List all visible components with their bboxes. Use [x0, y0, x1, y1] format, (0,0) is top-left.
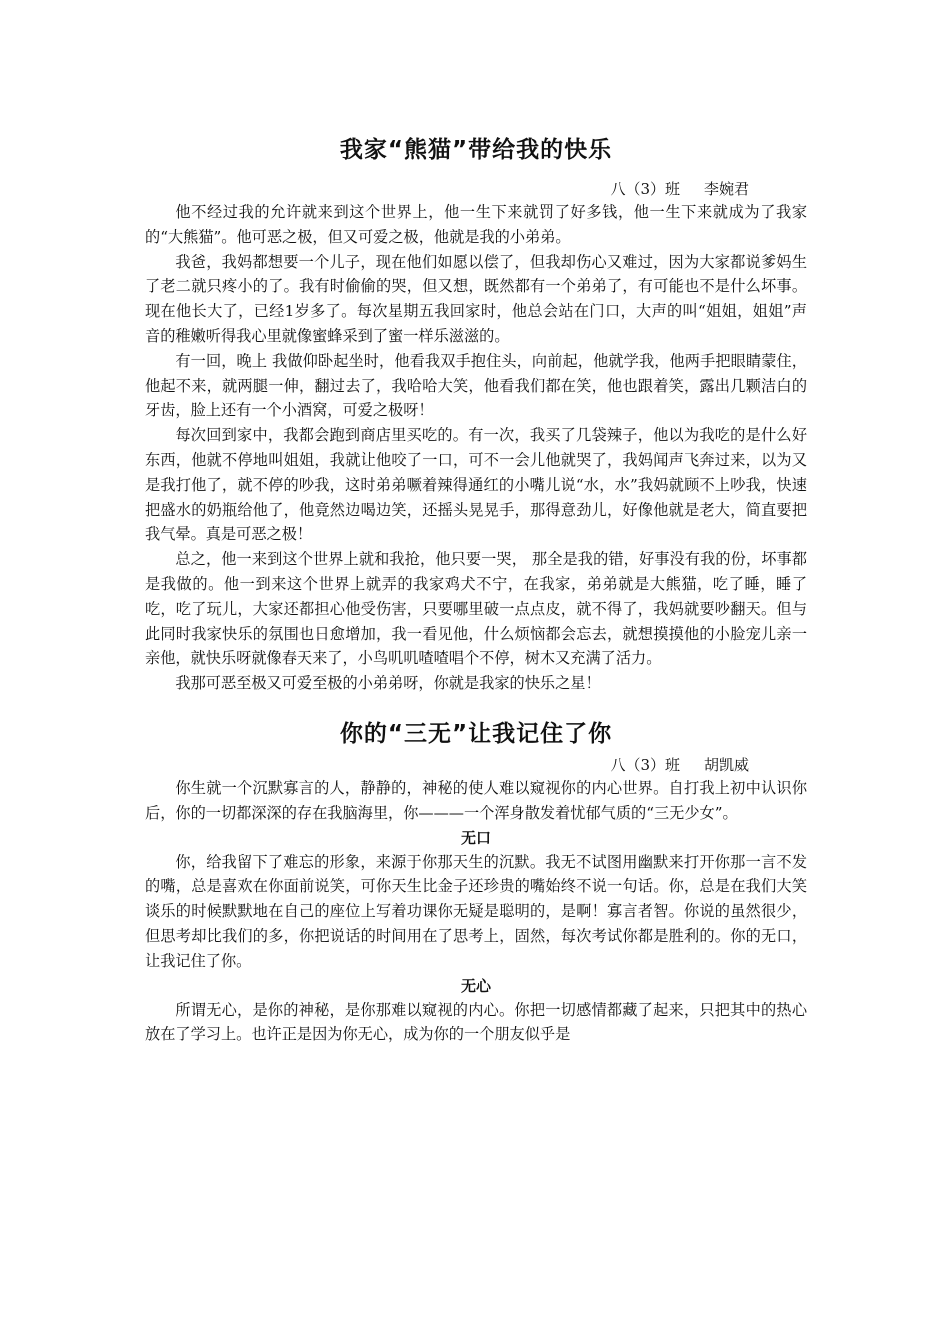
document-content: [145, 130, 807, 1047]
section-heading-wuxin: 无心: [460, 976, 491, 995]
article1-paragraph: 有一回，晚上 我做仰卧起坐时，他看我双手抱住头，向前起，他就学我，他两手把眼睛蒙住，他起不来，就两腿一伸，翻过去了，我哈哈大笑，他看我们都在笑，他也跟着笑，露出几颗洁白的牙齿，脸上还有一个小酒窝，可爱之极呀！: [145, 351, 807, 420]
section-text-wuxin: 所谓无心，是你的神秘，是你那难以窥视的内心。你把一切感情都藏了起来，只把其中的热心放在了学习上。也许正是因为你无心，成为你的一个朋友似乎是: [145, 1000, 807, 1044]
article1-class: 八（3）班: [610, 180, 680, 198]
section-heading-wukou: 无口: [460, 828, 491, 847]
article1-title: 我家“熊猫”带给我的快乐: [339, 137, 613, 163]
article1-paragraph: 他不经过我的允许就来到这个世界上，他一生下来就罚了好多钱，他一生下来就成为了我家的“大熊猫”。他可恶之极，但又可爱之极，他就是我的小弟弟。: [145, 203, 807, 246]
article2-title: 你的“三无”让我记住了你: [339, 720, 613, 747]
article1-paragraph: 每次回到家中，我都会跑到商店里买吃的。有一次，我买了几袋辣子，他以为我吃的是什么好东西，他就不停地叫姐姐，我就让他咬了一口，可不一会儿他就哭了，我妈闻声飞奔过来，以为又是我打他了，就不停的吵我，这时弟弟噘着辣得通红的小嘴儿说“水，水”我妈就顾不上吵我，快速把盛水的奶瓶给他了，他竟然边喝边笑，还摇头晃晃手，那得意劲儿，好像他就是老大，简直要把我气晕。真是可恶之极！: [145, 426, 807, 544]
article2-class: 八（3）班: [610, 755, 680, 774]
article2-intro: 你生就一个沉默寡言的人，静静的，神秘的使人难以窥视你的内心世界。自打我上初中认识你后，你的一切都深深的存在我脑海里，你———一个浑身散发着忧郁气质的“三无少女”。: [145, 778, 807, 822]
article1-author: 李婉君: [703, 180, 749, 198]
article1-paragraph: 总之，他一来到这个世界上就和我抢，他只要一哭， 那全是我的错，好事没有我的份，坏事都是我做的。他一到来这个世界上就弄的我家鸡犬不宁，在我家，弟弟就是大熊猫，吃了睡，睡了吃，吃了玩儿，大家还都担心他受伤害，只要哪里破一点点皮，就不得了，我妈就要吵翻天。但与此同时我家快乐的氛围也日愈增加，我一看见他，什么烦恼都会忘去，就想摸摸他的小脸宠儿亲一亲他，就快乐呀就像春天来了，小鸟叽叽喳喳唱个不停，树木又充满了活力。: [145, 550, 807, 668]
article1-paragraph: 我爸，我妈都想要一个儿子，现在他们如愿以偿了，但我却伤心又难过，因为大家都说爹妈生了老二就只疼小的了。我有时偷偷的哭，但又想，既然都有一个弟弟了，有可能也不是什么坏事。现在他长大了，已经1岁多了。每次星期五我回家时，他总会站在门口，大声的叫“姐姐，姐姐”声音的稚嫩听得我心里就像蜜蜂采到了蜜一样乐滋滋的。: [145, 252, 807, 345]
section-text-wukou: 你，给我留下了难忘的形象，来源于你那天生的沉默。我无不试图用幽默来打开你那一言不发的嘴，总是喜欢在你面前说笑，可你天生比金子还珍贵的嘴始终不说一句话。你，总是在我们大笑谈乐的时候默默地在自己的座位上写着功课你无疑是聪明的，是啊！寡言者智。你说的虽然很少，但思考却比我们的多，你把说话的时间用在了思考上，固然，每次考试你都是胜利的。你的无口，让我记住了你。: [145, 852, 807, 970]
article1-paragraph: 我那可恶至极又可爱至极的小弟弟呀，你就是我家的快乐之星！: [175, 674, 601, 693]
article1-byline: [145, 178, 807, 200]
article2-author: 胡凯威: [703, 755, 749, 774]
article2-byline: [145, 754, 807, 776]
